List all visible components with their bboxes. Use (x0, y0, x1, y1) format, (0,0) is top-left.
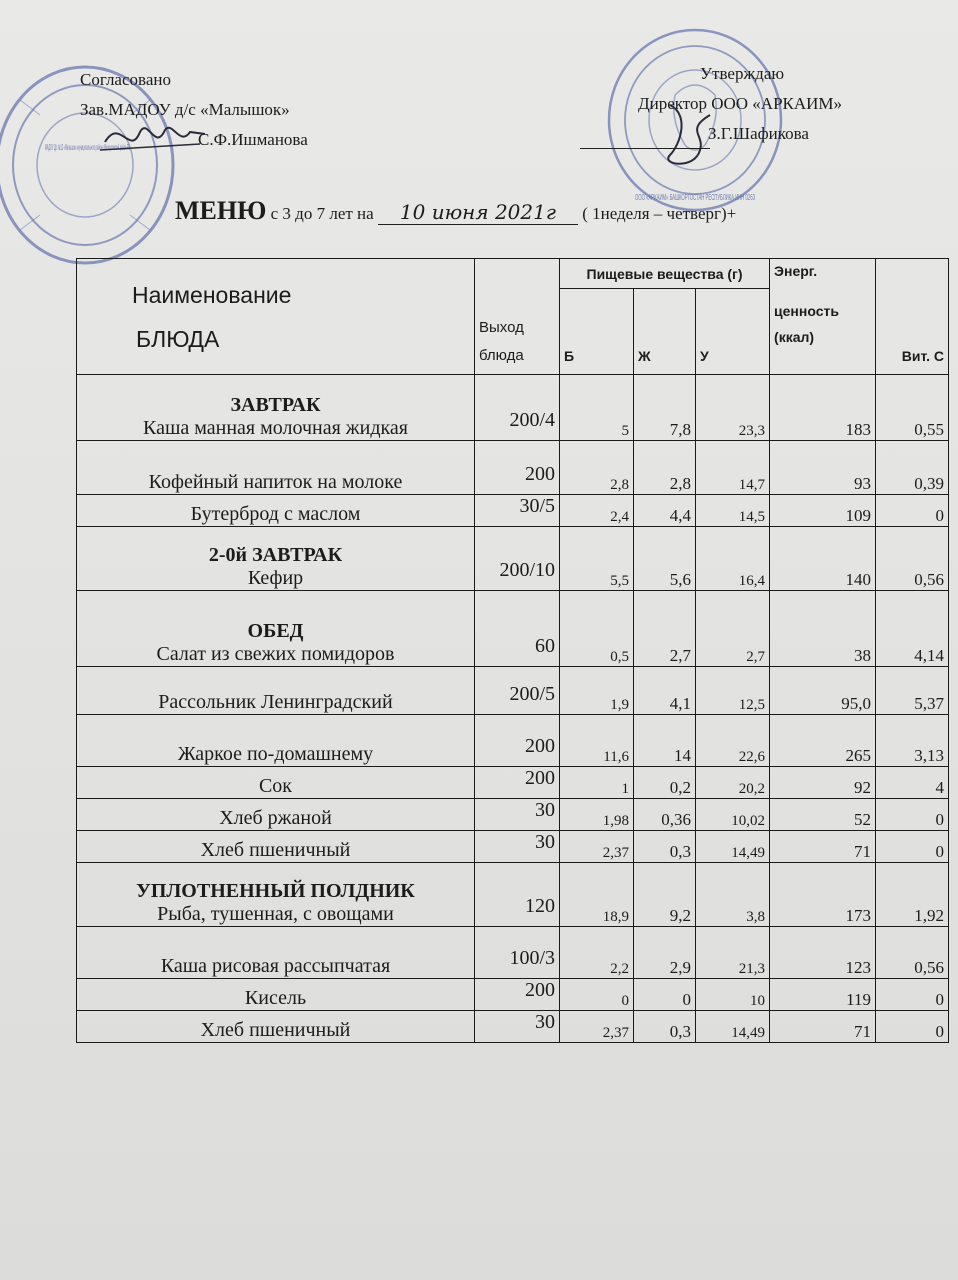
carbs-value: 14,49 (696, 1011, 770, 1043)
carbs-value: 14,49 (696, 831, 770, 863)
carbs-value: 22,6 (696, 715, 770, 767)
menu-row (77, 495, 949, 527)
carbs-value: 23,3 (696, 375, 770, 441)
header-nutrients: Пищевые вещества (г) (560, 259, 770, 289)
dish-cell (77, 495, 475, 527)
energy-value: 38 (770, 591, 876, 667)
protein-value: 5,5 (560, 527, 634, 591)
vitc-value: 0 (876, 799, 949, 831)
energy-value: 52 (770, 799, 876, 831)
dish-cell (77, 375, 475, 441)
energy-value: 71 (770, 1011, 876, 1043)
director-position: Директор ООО «АРКАИМ» (638, 94, 843, 113)
dish-output: 120 (475, 863, 560, 927)
dish-output: 30/5 (475, 495, 560, 527)
carbs-value: 3,8 (696, 863, 770, 927)
energy-value: 265 (770, 715, 876, 767)
header-output-1: Выход (479, 319, 524, 336)
fat-value: 2,7 (634, 591, 696, 667)
left-stamp-text: МАДОУ Д/с №12 «Малышок» муниципального района Мелеузовский район РБ (45, 143, 130, 152)
energy-value: 173 (770, 863, 876, 927)
header-output (475, 259, 560, 375)
dish-output: 100/3 (475, 927, 560, 979)
header-energy-2: ценность (774, 303, 839, 319)
director-sign-line (580, 148, 710, 149)
fat-value: 4,1 (634, 667, 696, 715)
fat-value: 14 (634, 715, 696, 767)
menu-table (76, 258, 949, 1043)
menu-title-line (175, 196, 736, 226)
dish-name: Кисель (244, 987, 307, 1009)
dish-output: 200/10 (475, 527, 560, 591)
dish-output: 30 (475, 799, 560, 831)
header-dish-name (77, 259, 475, 375)
header-zh: Ж (634, 289, 696, 375)
dish-cell (77, 527, 475, 591)
energy-value: 109 (770, 495, 876, 527)
left-round-stamp (0, 60, 190, 270)
protein-value: 5 (560, 375, 634, 441)
fat-value: 2,8 (634, 441, 696, 495)
menu-row (77, 1011, 949, 1043)
menu-row (77, 715, 949, 767)
header-vitc: Вит. С (876, 259, 949, 375)
header-dish-name-1: Наименование (132, 281, 292, 308)
dish-name: Кофейный напиток на молоке (148, 471, 403, 493)
menu-week: ( 1неделя – четверг)+ (582, 204, 737, 223)
menu-row (77, 767, 949, 799)
menu-row (77, 799, 949, 831)
fat-value: 5,6 (634, 527, 696, 591)
carbs-value: 10,02 (696, 799, 770, 831)
vitc-value: 1,92 (876, 863, 949, 927)
carbs-value: 14,5 (696, 495, 770, 527)
vitc-value: 0 (876, 979, 949, 1011)
dish-name: Хлеб пшеничный (200, 1019, 351, 1041)
dish-name: Бутерброд с маслом (190, 503, 361, 525)
right-stamp-text: ООО «АРКАИМ» БАШКОРТОСТАН РЕСПУБЛИКА ИНН 0263 (635, 193, 756, 202)
menu-age: с 3 до 7 лет на (270, 204, 374, 223)
menu-row (77, 441, 949, 495)
meal-section-title: ЗАВТРАК (230, 394, 321, 416)
dish-name: Рыба, тушенная, с овощами (157, 903, 394, 925)
vitc-value: 0,56 (876, 927, 949, 979)
dish-output: 200/4 (475, 375, 560, 441)
protein-value: 2,4 (560, 495, 634, 527)
energy-value: 71 (770, 831, 876, 863)
carbs-value: 12,5 (696, 667, 770, 715)
protein-value: 2,37 (560, 1011, 634, 1043)
dish-output: 30 (475, 1011, 560, 1043)
vitc-value: 5,37 (876, 667, 949, 715)
menu-row (77, 927, 949, 979)
fat-value: 0 (634, 979, 696, 1011)
vitc-value: 0 (876, 495, 949, 527)
dish-output: 30 (475, 831, 560, 863)
dish-name: Хлеб пшеничный (200, 839, 351, 861)
protein-value: 1,9 (560, 667, 634, 715)
carbs-value: 14,7 (696, 441, 770, 495)
dish-cell (77, 591, 475, 667)
vitc-value: 0,55 (876, 375, 949, 441)
vitc-value: 0,39 (876, 441, 949, 495)
vitc-value: 0 (876, 831, 949, 863)
dish-cell (77, 831, 475, 863)
fat-value: 0,2 (634, 767, 696, 799)
header-output-2: блюда (479, 347, 524, 364)
dish-cell (77, 799, 475, 831)
header-u: У (696, 289, 770, 375)
dish-name: Салат из свежих помидоров (156, 643, 395, 665)
meal-section-title: ОБЕД (247, 620, 304, 642)
header-energy-1: Энерг. (774, 263, 818, 279)
protein-value: 1 (560, 767, 634, 799)
fat-value: 0,3 (634, 1011, 696, 1043)
carbs-value: 20,2 (696, 767, 770, 799)
fat-value: 4,4 (634, 495, 696, 527)
dish-name: Каша манная молочная жидкая (143, 417, 408, 439)
vitc-value: 0,56 (876, 527, 949, 591)
energy-value: 95,0 (770, 667, 876, 715)
approver-name: С.Ф.Ишманова (198, 130, 308, 149)
energy-value: 140 (770, 527, 876, 591)
dish-name: Рассольник Ленинградский (158, 691, 393, 713)
dish-output: 200 (475, 767, 560, 799)
protein-value: 2,37 (560, 831, 634, 863)
energy-value: 119 (770, 979, 876, 1011)
dish-cell (77, 441, 475, 495)
approval-label: Согласовано (80, 70, 171, 89)
dish-name: Хлеб ржаной (219, 807, 332, 829)
dish-output: 200 (475, 979, 560, 1011)
menu-title: МЕНЮ (175, 196, 267, 225)
dish-name: Кефир (247, 567, 304, 589)
energy-value: 183 (770, 375, 876, 441)
energy-value: 93 (770, 441, 876, 495)
protein-value: 2,2 (560, 927, 634, 979)
vitc-value: 4 (876, 767, 949, 799)
menu-row (77, 831, 949, 863)
header-energy (770, 259, 876, 375)
protein-value: 18,9 (560, 863, 634, 927)
menu-row (77, 591, 949, 667)
fat-value: 2,9 (634, 927, 696, 979)
protein-value: 2,8 (560, 441, 634, 495)
dish-name: Каша рисовая рассыпчатая (160, 955, 391, 977)
menu-row (77, 863, 949, 927)
energy-value: 92 (770, 767, 876, 799)
fat-value: 0,36 (634, 799, 696, 831)
meal-section-title: УПЛОТНЕННЫЙ ПОЛДНИК (136, 880, 415, 902)
dish-cell (77, 667, 475, 715)
menu-row (77, 527, 949, 591)
fat-value: 7,8 (634, 375, 696, 441)
carbs-value: 10 (696, 979, 770, 1011)
fat-value: 0,3 (634, 831, 696, 863)
menu-row (77, 979, 949, 1011)
dish-output: 200 (475, 441, 560, 495)
dish-output: 200 (475, 715, 560, 767)
dish-cell (77, 863, 475, 927)
dish-cell (77, 927, 475, 979)
dish-cell (77, 767, 475, 799)
protein-value: 1,98 (560, 799, 634, 831)
protein-value: 11,6 (560, 715, 634, 767)
vitc-value: 4,14 (876, 591, 949, 667)
menu-row (77, 667, 949, 715)
header-dish-name-2: БЛЮДА (136, 325, 220, 352)
protein-value: 0,5 (560, 591, 634, 667)
menu-row (77, 375, 949, 441)
dish-name: Сок (258, 775, 293, 797)
header-energy-3: (ккал) (774, 329, 815, 345)
carbs-value: 16,4 (696, 527, 770, 591)
confirm-label: Утверждаю (700, 64, 785, 83)
approver-position: Зав.МАДОУ д/с «Малышок» (80, 100, 290, 119)
dish-name: Жаркое по-домашнему (177, 743, 374, 765)
dish-cell (77, 979, 475, 1011)
vitc-value: 3,13 (876, 715, 949, 767)
dish-cell (77, 1011, 475, 1043)
protein-value: 0 (560, 979, 634, 1011)
carbs-value: 2,7 (696, 591, 770, 667)
vitc-value: 0 (876, 1011, 949, 1043)
menu-date: 10 июня 2021г (378, 200, 578, 225)
dish-output: 200/5 (475, 667, 560, 715)
header-b: Б (560, 289, 634, 375)
fat-value: 9,2 (634, 863, 696, 927)
dish-cell (77, 715, 475, 767)
energy-value: 123 (770, 927, 876, 979)
dish-output: 60 (475, 591, 560, 667)
table-header-row-1 (77, 259, 949, 289)
director-name: З.Г.Шафикова (708, 124, 809, 143)
meal-section-title: 2-0й ЗАВТРАК (208, 544, 343, 566)
carbs-value: 21,3 (696, 927, 770, 979)
